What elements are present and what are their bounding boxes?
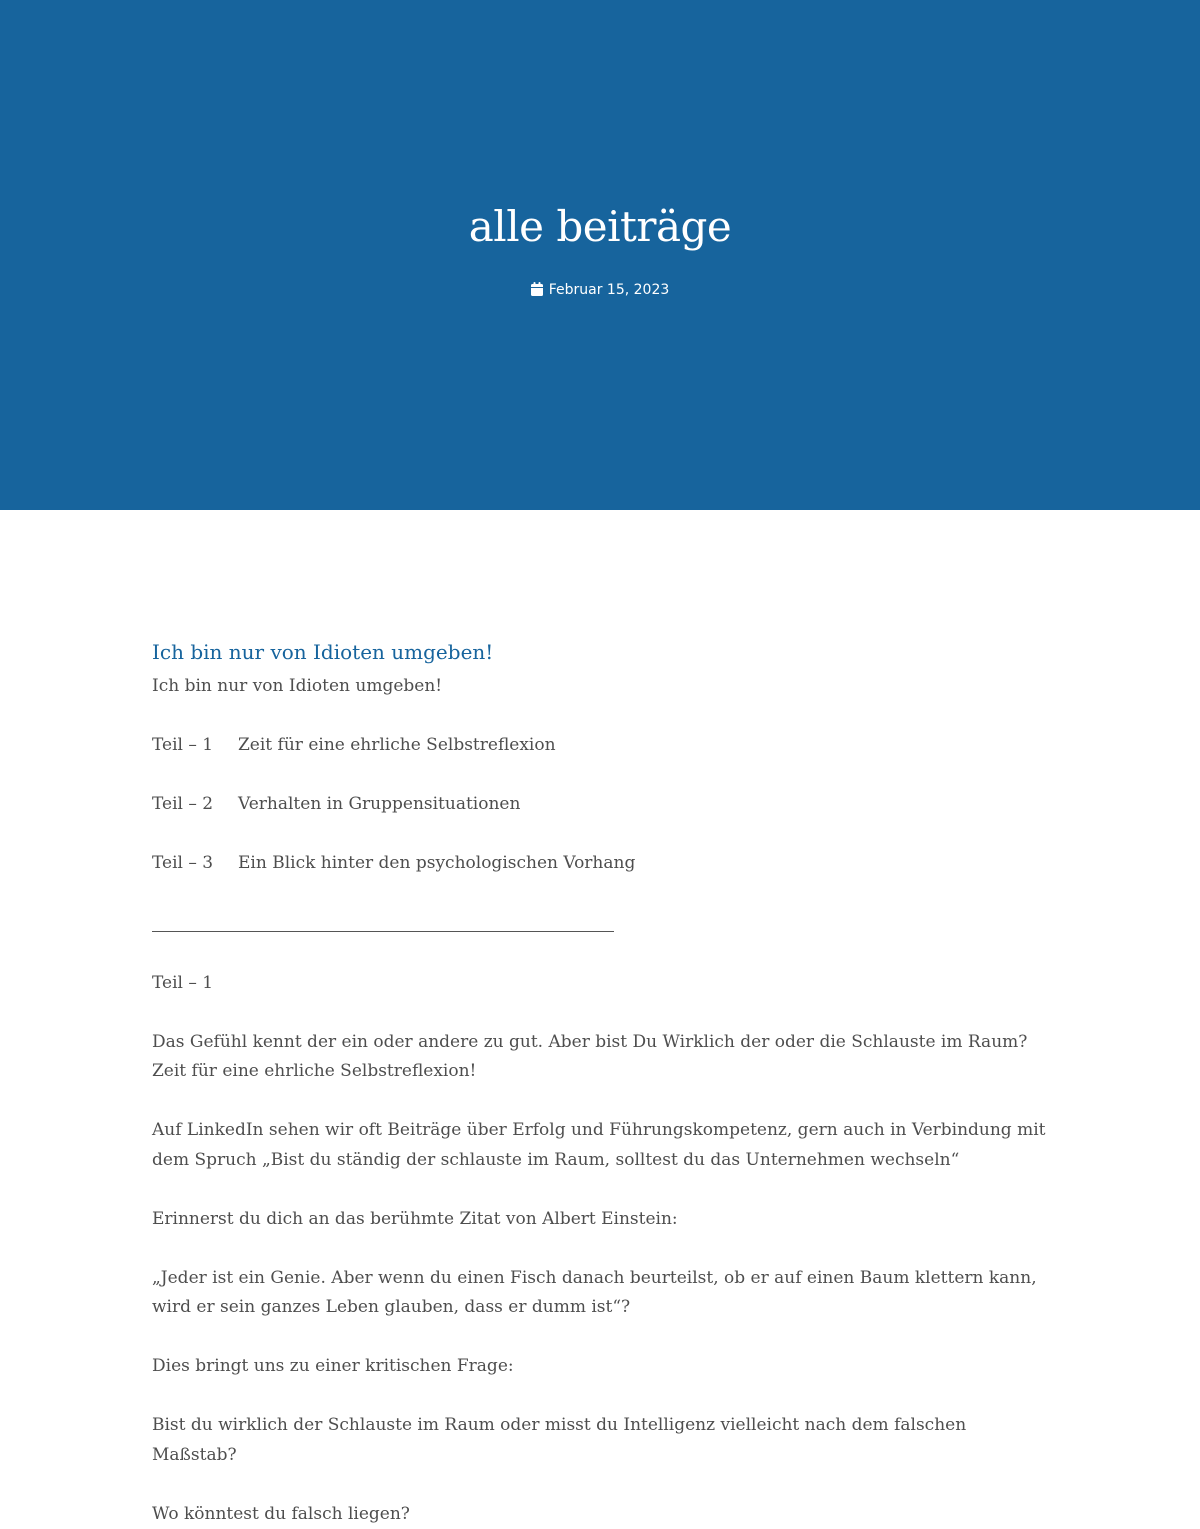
toc-item-number: Teil – 2 [152,790,238,820]
paragraph: Auf LinkedIn sehen wir oft Beiträge über Erfolg und Führungskompetenz, gern auch in Verbindung mit dem Spruch „Bist du ständig der schlauste im Raum, solltest du das Unternehmen wechseln“ [152,1116,1048,1175]
toc-item-label: Ein Blick hinter den psychologischen Vorhang [238,853,635,873]
page-title: alle beiträge [0,196,1200,258]
post-date: Februar 15, 2023 [549,282,670,298]
toc-item-number: Teil – 3 [152,849,238,879]
paragraph: Dies bringt uns zu einer kritischen Frage: [152,1352,1048,1382]
post-subtitle: Ich bin nur von Idioten umgeben! [152,672,1048,702]
calendar-icon [531,281,543,303]
toc-item-number: Teil – 1 [152,731,238,761]
toc-item-3 [152,849,1048,879]
toc-item-1 [152,731,1048,761]
post-title-link[interactable]: Ich bin nur von Idioten umgeben! [152,632,1048,672]
post-date-meta [0,279,1200,303]
paragraph: Erinnerst du dich an das berühmte Zitat von Albert Einstein: [152,1205,1048,1235]
divider-line [152,931,614,932]
post-content [152,632,1048,1529]
paragraph: Wo könntest du falsch liegen? [152,1500,1048,1529]
paragraph: Bist du wirklich der Schlauste im Raum oder misst du Intelligenz vielleicht nach dem falschen Maßstab? [152,1411,1048,1470]
toc-item-label: Zeit für eine ehrliche Selbstreflexion [238,735,556,755]
toc-item-2 [152,790,1048,820]
toc-item-label: Verhalten in Gruppensituationen [238,794,520,814]
page-hero [0,0,1200,510]
paragraph: Das Gefühl kennt der ein oder andere zu gut. Aber bist Du Wirklich der oder die Schlauste im Raum? Zeit für eine ehrliche Selbstreflexion! [152,1028,1048,1087]
section-heading: Teil – 1 [152,969,1048,999]
quote-paragraph: „Jeder ist ein Genie. Aber wenn du einen Fisch danach beurteilst, ob er auf einen Baum klettern kann, wird er sein ganzes Leben glauben, dass er dumm ist“? [152,1264,1048,1323]
